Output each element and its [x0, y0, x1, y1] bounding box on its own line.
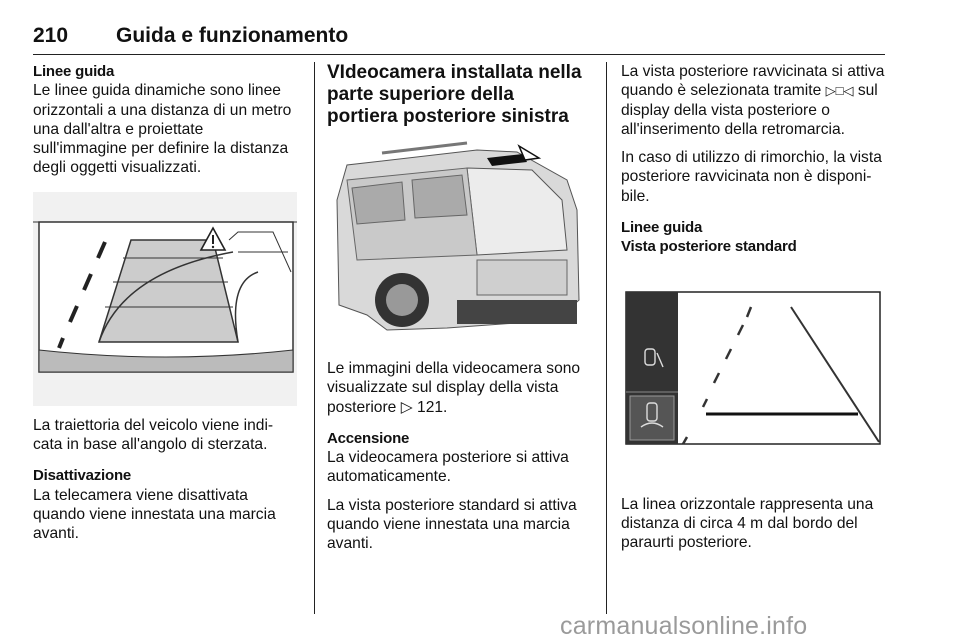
paragraph-horizontal-line: La linea orizzontale rappresenta una distanza di circa 4 m dal bordo del paraurti posteriore.	[621, 495, 874, 552]
column-divider	[314, 62, 315, 614]
paragraph-trailer: In caso di utilizzo di rimorchio, la vista posteriore ravvicinata non è disponi-bile.	[621, 149, 882, 205]
heading-guidelines: Linee guida	[33, 63, 115, 80]
paragraph-activation: La videocamera posteriore si attiva automaticamente.	[327, 449, 569, 486]
page-header	[33, 18, 885, 55]
column-right	[621, 62, 887, 562]
zoom-view-icon: ▷□◁	[825, 83, 854, 99]
column-divider	[606, 62, 607, 614]
van-rear-camera-illustration	[327, 140, 583, 345]
page-reference: 121.	[417, 398, 448, 416]
watermark: carmanualsonline.info	[560, 612, 808, 640]
column-left	[33, 62, 299, 553]
paragraph-camera-images	[327, 359, 585, 417]
paragraph-zoom-view-text-1: La vista posteriore ravvicinata si attiva quando è selezionata tramite	[621, 63, 885, 100]
paragraph-standard-activation: La vista posteriore standard si attiva quando viene innestata una marcia avanti.	[327, 496, 577, 553]
heading-guidelines-right: Linee guida	[621, 219, 703, 237]
paragraph-zoom-view-text-2: sul display della vista posteriore o all'inserimento della retromarcia.	[621, 82, 878, 138]
heading-activation: Accensione	[327, 429, 410, 447]
paragraph-trajectory: La traiettoria del veicolo viene indi-cata in base all'angolo di sterzata.	[33, 416, 274, 454]
section-title: Guida e funzionamento	[116, 24, 349, 47]
heading-standard-view: Vista posteriore standard	[621, 238, 797, 256]
page-number: 210	[33, 24, 69, 47]
paragraph-deactivation: La telecamera viene disattivata quando viene innestata una marcia avanti.	[33, 486, 276, 543]
arrow-reference-icon: ▷	[400, 398, 413, 416]
paragraph-camera-images-text: Le immagini della videocamera sono visualizzate sul display della vista posteriore	[327, 360, 581, 416]
standard-rear-view-display	[621, 287, 885, 447]
camera-section-title: VIdeocamera installata nella parte superiore della portiera posteriore sinistra	[327, 62, 582, 127]
paragraph-zoom-view	[621, 62, 887, 139]
column-middle	[327, 62, 585, 563]
dynamic-guidelines-illustration	[33, 192, 297, 406]
heading-deactivation: Disattivazione	[33, 467, 132, 485]
paragraph-guidelines: Le linee guida dinamiche sono linee orizzontali a una distanza di un metro una dall'altra e proiettate sull'immagine per definire la distanza degli oggetti visualizzati.	[33, 82, 292, 177]
